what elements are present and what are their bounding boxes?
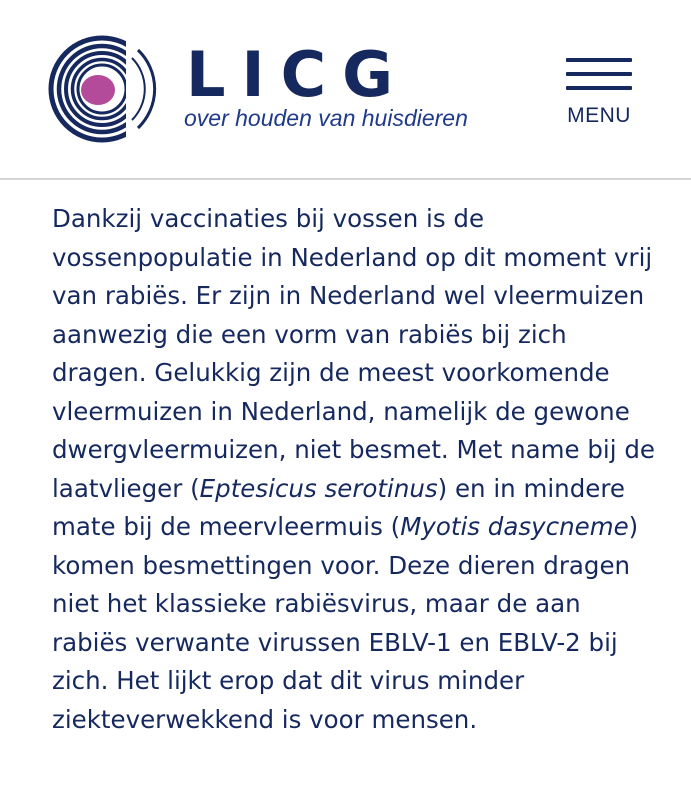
species-name: Eptesicus serotinus	[199, 473, 438, 503]
paragraph-text: ) komen besmettingen voor. Deze dieren dragen niet het klassieke rabiësvirus, maar de aan rabiës verwante virussen EBLV-1 en EBLV-2 bij zich. Het lijkt erop dat dit virus minder ziekteverwekkend is voor mensen.	[52, 512, 639, 734]
logo-wordmark[interactable]: LICG	[186, 38, 409, 111]
hamburger-icon	[566, 72, 632, 76]
site-header	[0, 0, 691, 180]
menu-button[interactable]	[562, 56, 636, 132]
licg-logo-icon[interactable]	[34, 34, 164, 146]
hamburger-icon	[566, 58, 632, 62]
menu-label: MENU	[567, 104, 631, 127]
article-paragraph	[52, 200, 662, 739]
paragraph-text: Dankzij vaccinaties bij vossen is de vossenpopulatie in Nederland op dit moment vrij van rabiës. Er zijn in Nederland wel vleermuizen aanwezig die een vorm van rabiës bij zich dragen. Gelukkig zijn de meest voorkomende vleermuizen in Nederland, namelijk de gewone dwergvleermuizen, niet besmet. Met name bij de laatvlieger (	[52, 204, 655, 503]
hamburger-icon	[566, 86, 632, 90]
paragraph-text: ) en in mindere mate bij de meervleermuis (	[52, 473, 625, 541]
article-body	[52, 200, 662, 739]
logo-tagline: over houden van huisdieren	[184, 105, 468, 131]
species-name: Myotis dasycneme	[400, 512, 629, 541]
